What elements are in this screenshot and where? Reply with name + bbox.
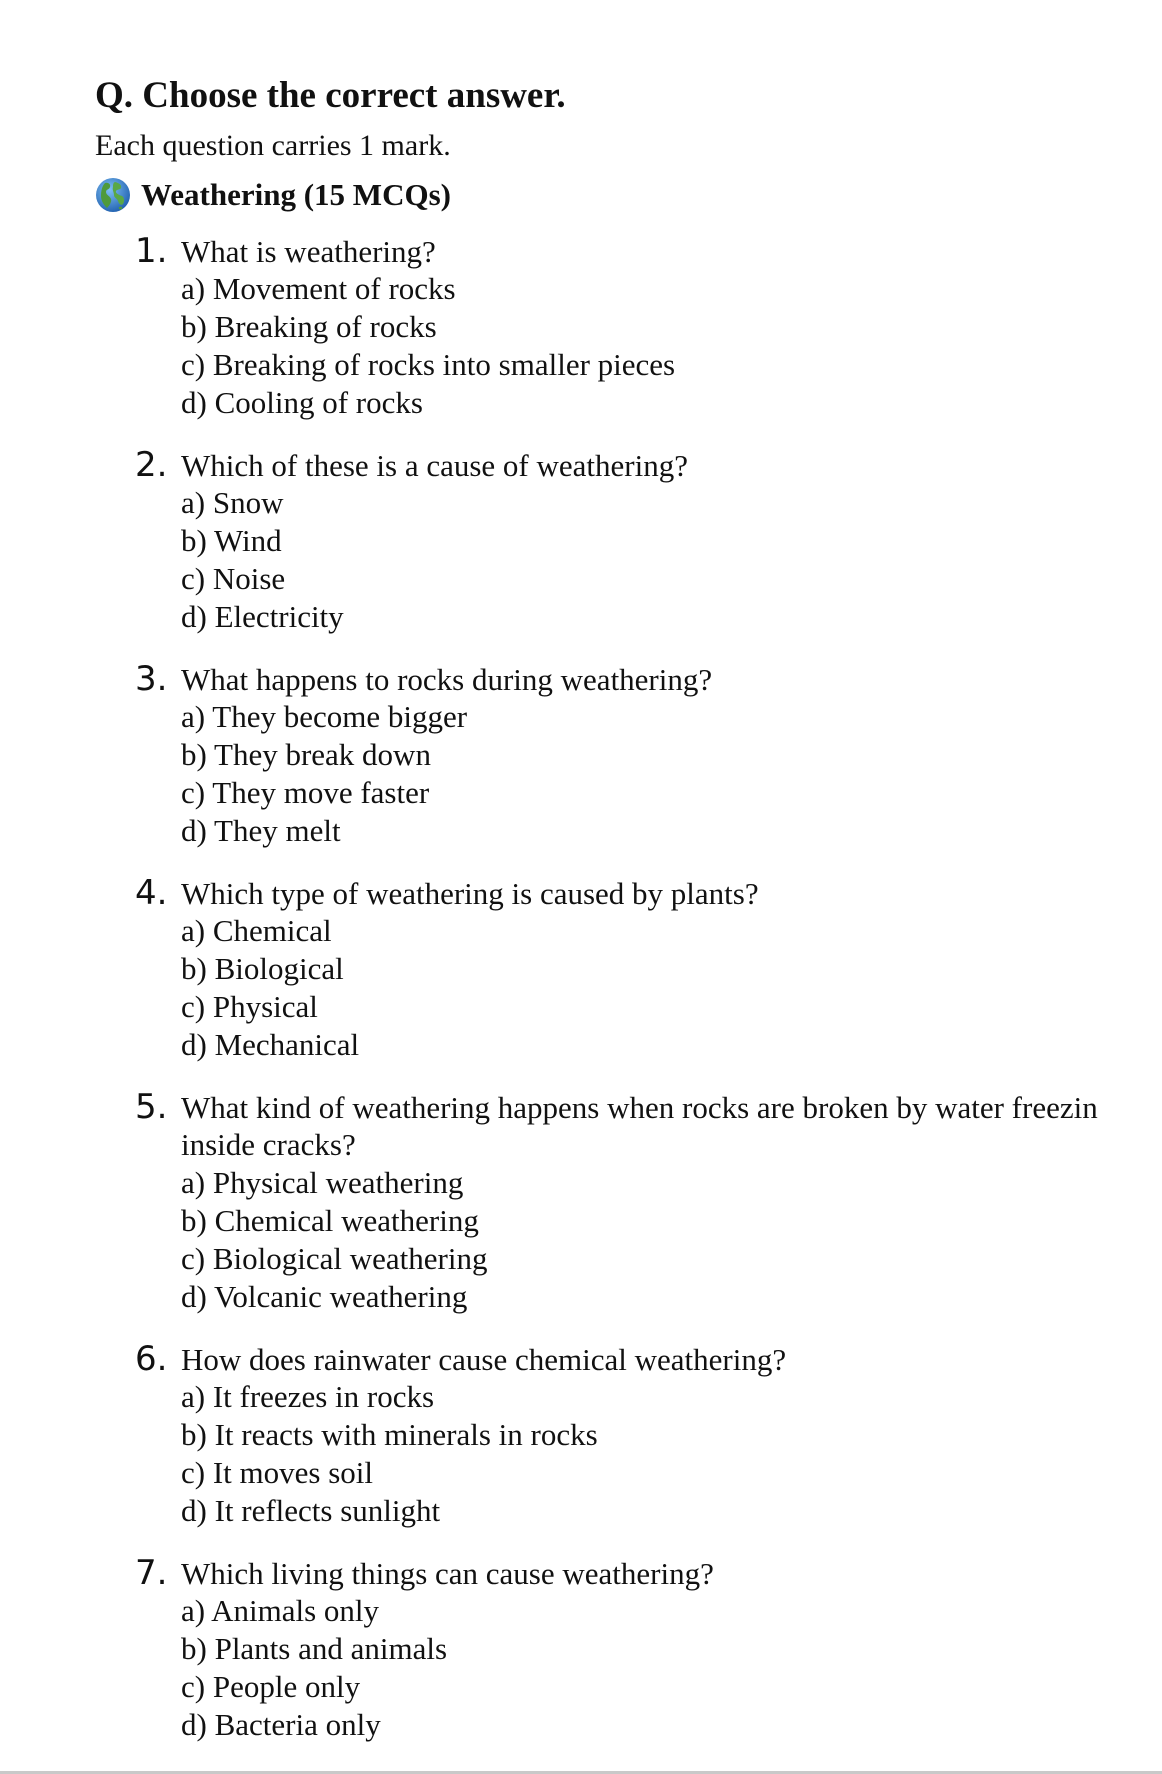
option-d: d) Bacteria only — [181, 1707, 381, 1742]
option-d: d) Cooling of rocks — [181, 385, 423, 420]
option-c: c) Noise — [181, 561, 286, 596]
question-2 — [135, 446, 1162, 636]
option-a: a) Chemical — [181, 913, 332, 948]
option-c: c) Biological weathering — [181, 1241, 488, 1276]
option-a: a) Animals only — [181, 1593, 380, 1628]
option-a: a) Movement of rocks — [181, 271, 456, 306]
question-number: 4. — [135, 873, 168, 913]
option-b: b) Plants and animals — [181, 1631, 448, 1666]
question-number: 5. — [135, 1087, 168, 1127]
question-text: How does rainwater cause chemical weathering? — [181, 1342, 787, 1377]
option-list — [135, 270, 1162, 422]
option-d: d) Electricity — [181, 599, 344, 634]
option-b: b) It reacts with minerals in rocks — [181, 1417, 598, 1452]
question-text: Which type of weathering is caused by plants? — [181, 876, 759, 911]
option-list — [135, 1164, 1162, 1316]
question-number: 2. — [135, 445, 168, 485]
option-a: a) Snow — [181, 485, 284, 520]
question-text: What kind of weathering happens when rocks are broken by water freezin — [181, 1090, 1098, 1125]
question-1 — [135, 232, 1162, 422]
question-number: 3. — [135, 659, 168, 699]
option-c: c) It moves soil — [181, 1455, 373, 1490]
option-a: a) Physical weathering — [181, 1165, 464, 1200]
option-d: d) They melt — [181, 813, 341, 848]
question-text-continued: inside cracks? — [181, 1127, 356, 1162]
option-c: c) Breaking of rocks into smaller pieces — [181, 347, 676, 382]
question-text: What happens to rocks during weathering? — [181, 662, 713, 697]
option-list — [135, 698, 1162, 850]
option-b: b) They break down — [181, 737, 431, 772]
option-b: b) Breaking of rocks — [181, 309, 437, 344]
option-list — [135, 912, 1162, 1064]
option-b: b) Biological — [181, 951, 344, 986]
question-text: Which of these is a cause of weathering? — [181, 448, 688, 483]
question-number: 1. — [135, 231, 168, 271]
option-b: b) Chemical weathering — [181, 1203, 479, 1238]
option-b: b) Wind — [181, 523, 282, 558]
question-4 — [135, 874, 1162, 1064]
option-d: d) Mechanical — [181, 1027, 360, 1062]
option-list — [135, 1378, 1162, 1530]
globe-icon — [95, 177, 131, 213]
option-d: d) Volcanic weathering — [181, 1279, 468, 1314]
section-title: Weathering (15 MCQs) — [141, 177, 451, 212]
page-title: Q. Choose the correct answer. — [95, 75, 566, 116]
marks-instruction: Each question carries 1 mark. — [95, 129, 451, 162]
question-7 — [135, 1554, 1162, 1744]
question-number: 7. — [135, 1553, 168, 1593]
question-3 — [135, 660, 1162, 850]
option-c: c) People only — [181, 1669, 361, 1704]
section-header — [95, 174, 451, 216]
option-a: a) It freezes in rocks — [181, 1379, 435, 1414]
option-list — [135, 1592, 1162, 1744]
question-text: Which living things can cause weathering? — [181, 1556, 714, 1591]
question-5 — [135, 1088, 1162, 1316]
question-6 — [135, 1340, 1162, 1530]
option-list — [135, 484, 1162, 636]
option-c: c) Physical — [181, 989, 318, 1024]
option-a: a) They become bigger — [181, 699, 468, 734]
question-number: 6. — [135, 1339, 168, 1379]
option-c: c) They move faster — [181, 775, 430, 810]
option-d: d) It reflects sunlight — [181, 1493, 441, 1528]
question-list — [135, 232, 1162, 1768]
question-text: What is weathering? — [181, 234, 436, 269]
